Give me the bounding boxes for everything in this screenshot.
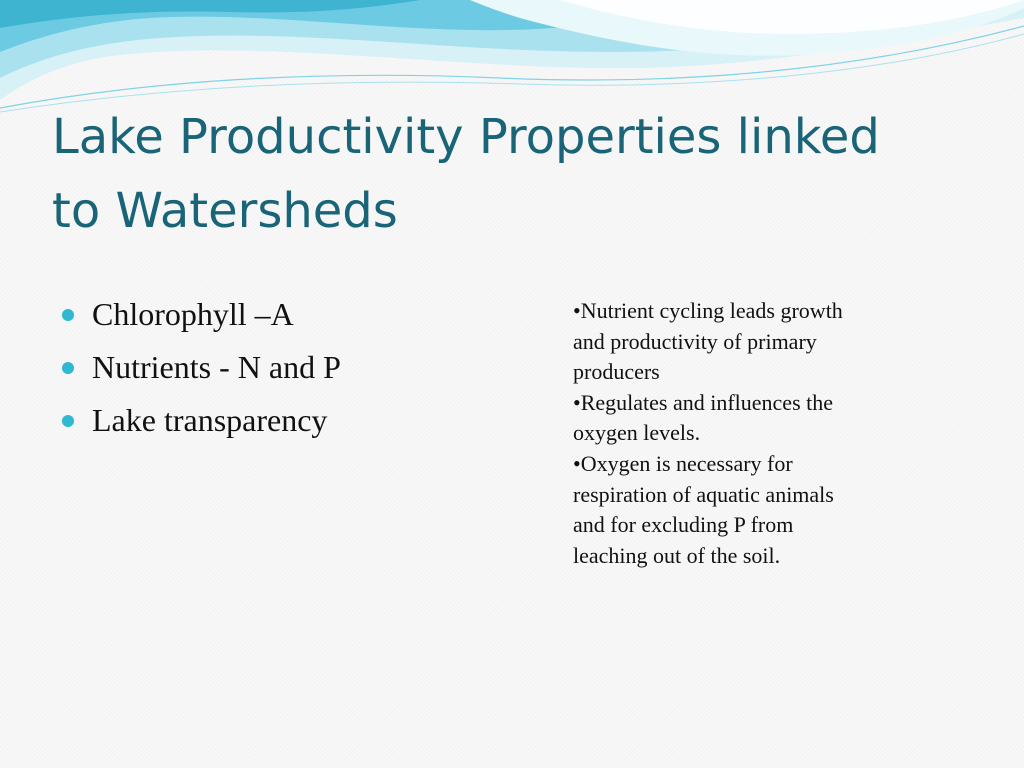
left-bullet-list: [62, 288, 341, 447]
text-line: and productivity of primary: [573, 328, 817, 354]
text-line: •Nutrient cycling leads growth: [573, 298, 843, 323]
text-line: respiration of aquatic animals: [573, 481, 834, 507]
slide-title: [52, 100, 972, 248]
bullet-item-nutrients: [62, 341, 341, 394]
bullet-item-transparency: [62, 394, 341, 447]
text-line: oxygen levels.: [573, 420, 701, 446]
text-line: •Regulates and influences the: [573, 389, 834, 415]
bullet-text: Lake transparency: [92, 402, 328, 438]
text-line: leaching out of the soil.: [573, 542, 781, 568]
title-line: Lake Productivity Properties linked: [52, 109, 880, 165]
text-line: producers: [573, 359, 660, 385]
bullet-icon: [62, 309, 74, 321]
bullet-item-chlorophyll: [62, 288, 341, 341]
bullet-text: Chlorophyll –A: [92, 296, 294, 332]
bullet-icon: [62, 362, 74, 374]
right-text-block: [573, 296, 933, 571]
text-line: •Oxygen is necessary for: [573, 450, 793, 476]
bullet-icon: [62, 415, 74, 427]
title-line: to Watersheds: [52, 183, 398, 239]
text-line: and for excluding P from: [573, 512, 794, 538]
bullet-text: Nutrients - N and P: [92, 349, 341, 385]
